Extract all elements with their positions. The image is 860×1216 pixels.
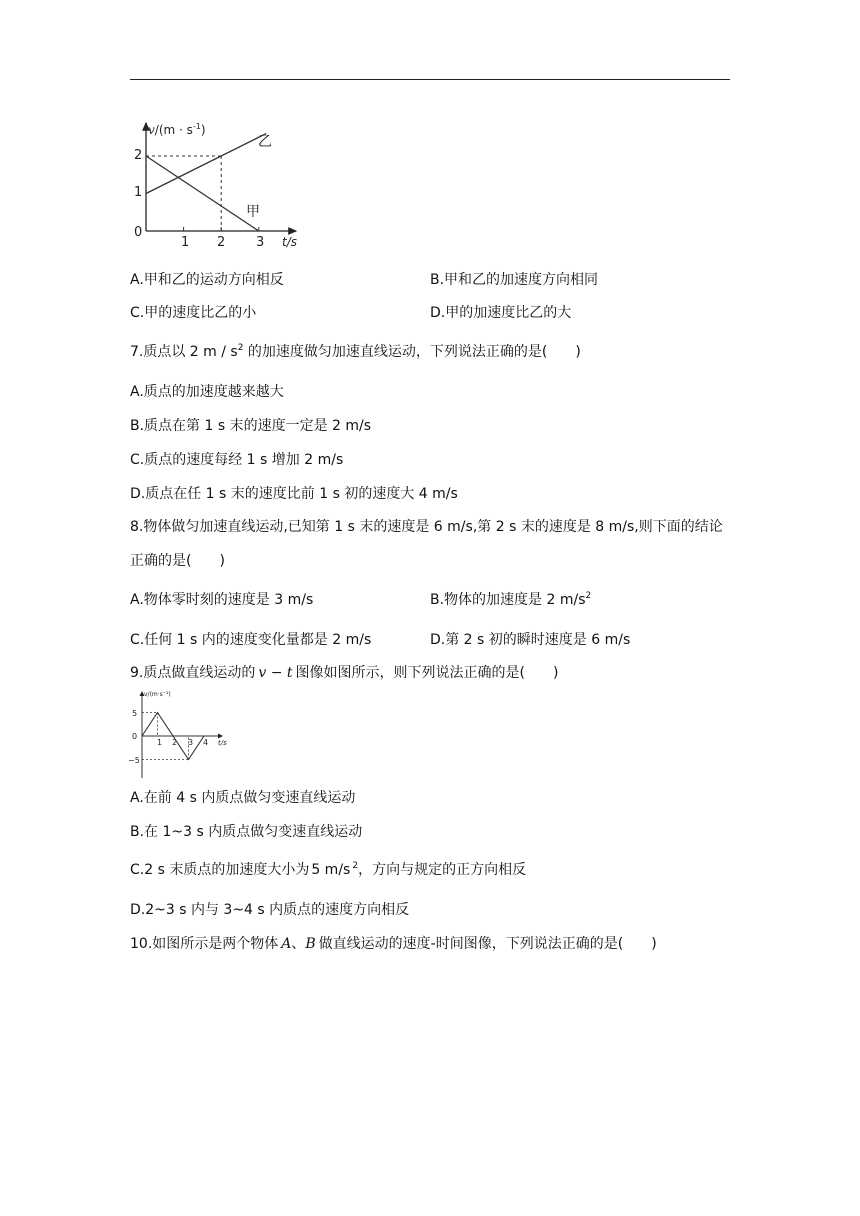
ytick-2: 2 (134, 148, 143, 163)
q9-option-a: A.在前 4 s 内质点做匀变速直线运动 (130, 790, 356, 806)
q6-option-b: B.甲和乙的加速度方向相同 (430, 272, 599, 288)
series-label-jia: 甲 (246, 204, 260, 220)
series-line-jia (146, 156, 259, 231)
q8-option-a: A.物体零时刻的速度是 3 m/s (130, 592, 314, 608)
q6-option-a: A.甲和乙的运动方向相反 (130, 272, 284, 288)
vt-graph-jia-yi (128, 115, 308, 250)
q7-option-a: A.质点的加速度越来越大 (130, 384, 284, 400)
q8-option-c: C.任何 1 s 内的速度变化量都是 2 m/s (130, 632, 372, 648)
xtick-2: 2 (172, 738, 178, 747)
ytick-0: 0 (134, 225, 143, 240)
y-axis-label: $v/(m \cdot s^{-1})$ (148, 122, 206, 137)
q7-option-b: B.质点在第 1 s 末的速度一定是 2 m/s (130, 418, 372, 434)
x-axis-label: t/s (218, 739, 227, 747)
q7-stem: 7.质点以 2 m / $s^2$ 的加速度做匀加速直线运动，下列说法正确的是( ) (130, 343, 581, 360)
xtick-4: 4 (203, 738, 209, 747)
q10-stem: 10.如图所示是两个物体 A、B 做直线运动的速度-时间图像，下列说法正确的是( ) (130, 936, 657, 952)
q9-option-d: D.2~3 s 内与 3~4 s 内质点的速度方向相反 (130, 902, 410, 918)
ytick-1: 1 (134, 185, 143, 200)
y-axis-label: v/(m·s⁻¹) (144, 691, 171, 698)
vt-graph-q9 (126, 688, 236, 780)
q7-option-c: C.质点的速度每经 1 s 增加 2 m/s (130, 452, 344, 468)
ytick-minus-5: −5 (128, 756, 140, 765)
xtick-3: 3 (256, 235, 265, 250)
q7-option-d: D.质点在任 1 s 末的速度比前 1 s 初的速度大 4 m/s (130, 486, 458, 502)
ytick-5: 5 (132, 709, 138, 718)
q6-option-c: C.甲的速度比乙的小 (130, 305, 257, 321)
q9-stem: 9.质点做直线运动的 v − t 图像如图所示，则下列说法正确的是( ) (130, 665, 559, 681)
x-axis-label: t/s (282, 235, 297, 249)
q8-option-b: B.物体的加速度是 2 $m/s^2$ (430, 591, 592, 608)
xtick-1: 1 (181, 235, 190, 250)
header-rule (130, 79, 730, 80)
xtick-3: 3 (188, 738, 194, 747)
ytick-0: 0 (132, 732, 138, 741)
q6-option-d: D.甲的加速度比乙的大 (430, 305, 572, 321)
xtick-1: 1 (157, 738, 163, 747)
series-line-yi (146, 134, 266, 194)
q8-stem-line2: 正确的是( ) (130, 553, 225, 569)
q8-option-d: D.第 2 s 初的瞬时速度是 6 m/s (430, 632, 631, 648)
xtick-2: 2 (217, 235, 226, 250)
q8-stem-line1: 8.物体做匀加速直线运动,已知第 1 s 末的速度是 6 m/s,第 2 s 末的速度是 8 m/s,则下面的结论 (130, 519, 723, 535)
series-label-yi: 乙 (258, 134, 272, 150)
q9-option-c: C.2 s 末质点的加速度大小为 5 m/s $^2$，方向与规定的正方向相反 (130, 861, 527, 878)
q9-option-b: B.在 1~3 s 内质点做匀变速直线运动 (130, 824, 363, 840)
